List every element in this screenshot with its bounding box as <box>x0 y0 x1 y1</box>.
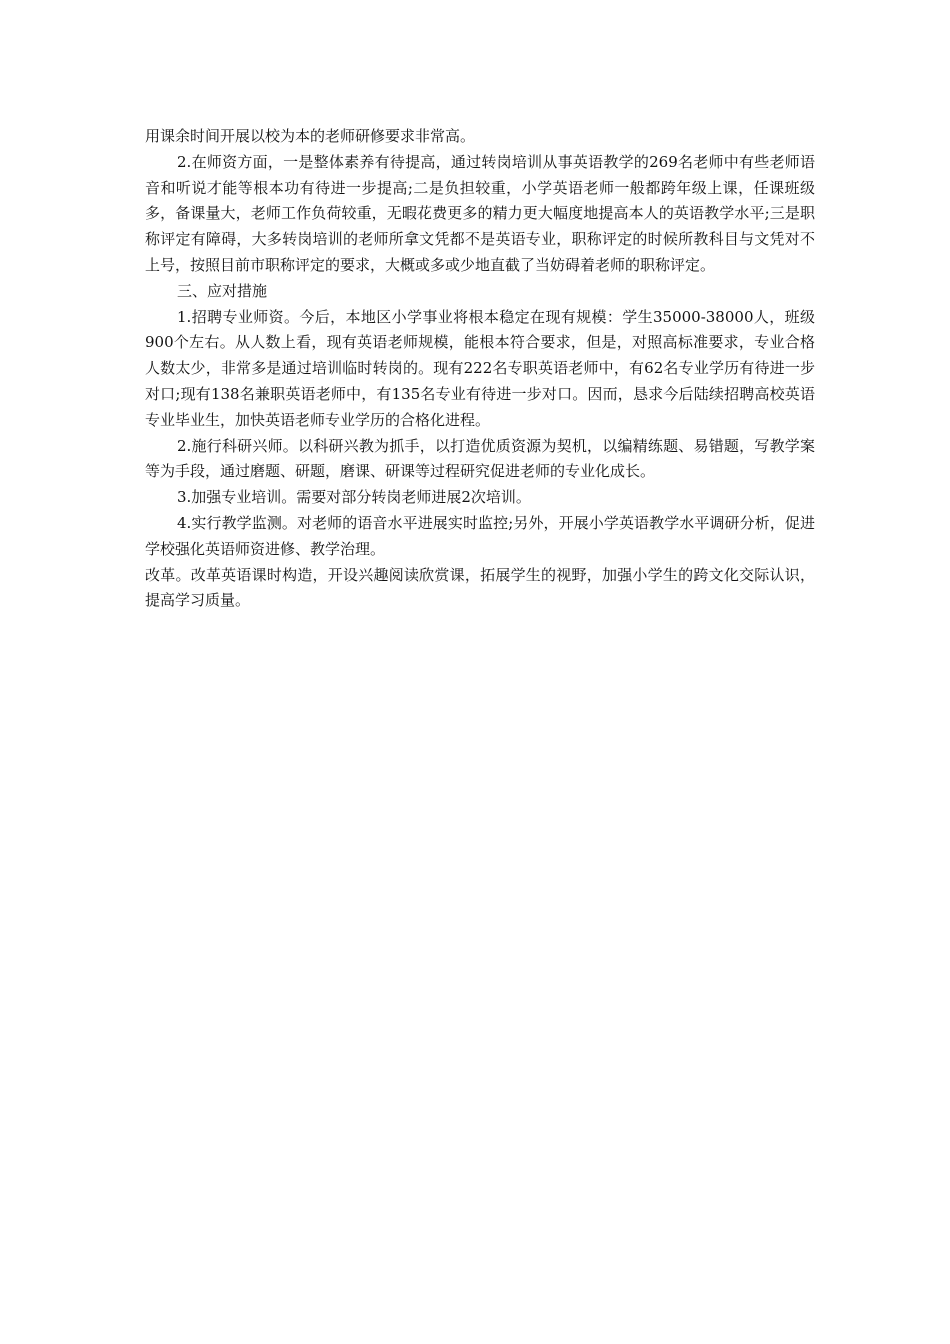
paragraph-recruit-teachers: 1.招聘专业师资。今后，本地区小学事业将根本稳定在现有规模：学生35000-38000人，班级900个左右。从人数上看，现有英语老师规模，能根本符合要求，但是，对照高标准要求，专业合格人数太少，非常多是通过培训临时转岗的。现有222名专职英语老师中，有62名专业学历有待进一步对口;现有138名兼职英语老师中，有135名专业有待进一步对口。因而，恳求今后陆续招聘高校英语专业毕业生，加快英语老师专业学历的合格化进程。 <box>145 307 815 429</box>
paragraph-continuation: 用课余时间开展以校为本的老师研修要求非常高。 <box>145 127 476 145</box>
paragraph-training: 3.加强专业培训。需要对部分转岗老师进展2次培训。 <box>177 488 531 507</box>
paragraph-research: 2.施行科研兴师。以科研兴教为抓手，以打造优质资源为契机，以编精练题、易错题，写教学案等为手段，通过磨题、研题，磨课、研课等过程研究促进老师的专业化成长。 <box>145 436 815 481</box>
paragraph-teacher-resources: 2.在师资方面，一是整体素养有待提高，通过转岗培训从事英语教学的269名老师中有些老师语音和听说才能等根本功有待进一步提高;二是负担较重，小学英语老师一般都跨年级上课，任课班级多，备课量大，老师工作负荷较重，无暇花费更多的精力更大幅度地提高本人的英语教学水平;三是职称评定有障碍，大多转岗培训的老师所拿文凭都不是英语专业，职称评定的时候所教科目与文凭对不上号，按照目前市职称评定的要求，大概或多或少地直截了当妨碍着老师的职称评定。 <box>145 152 815 274</box>
paragraph-reform: 改革。改革英语课时构造，开设兴趣阅读欣赏课，拓展学生的视野，加强小学生的跨文化交际认识，提高学习质量。 <box>145 565 815 610</box>
document-body <box>145 124 815 614</box>
paragraph-monitoring: 4.实行教学监测。对老师的语音水平进展实时监控;另外，开展小学英语教学水平调研分析，促进学校强化英语师资进修、教学治理。 <box>145 513 815 558</box>
section-heading-measures: 三、应对措施 <box>177 281 268 300</box>
